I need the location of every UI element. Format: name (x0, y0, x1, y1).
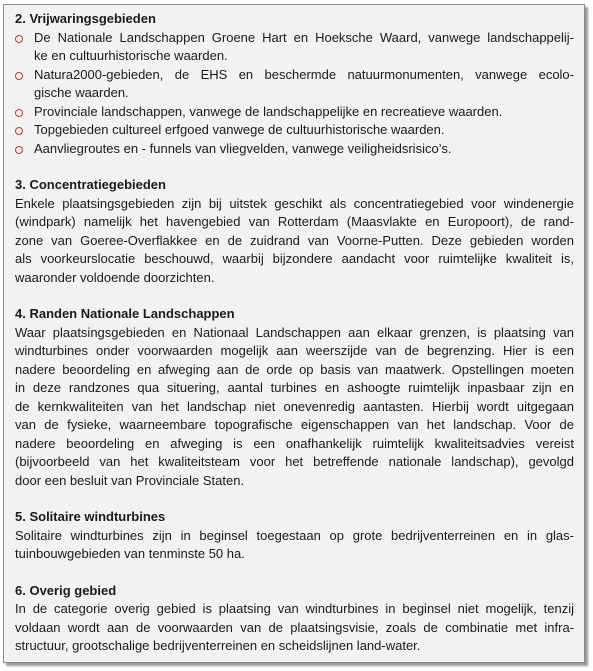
paragraph-line: In de categorie overig gebied is plaatsing van windturbines in beginsel niet mogelijk, tenzij (15, 601, 574, 616)
paragraph-line: voldaan wordt aan de voorwaarden van de plaatsingsvisie, zoals de combinatie met infra- (15, 619, 574, 635)
section-heading: 4. Randen Nationale Landschappen (15, 306, 235, 321)
list-item-text: De Nationale Landschappen Groene Hart en Hoeksche Waard, vanwege landschappelij- (34, 29, 574, 45)
paragraph-line: in deze randzones qua situering, aantal turbines en ashoogte ruimtelijk inpasbaar zijn en (15, 380, 574, 395)
paragraph-line: zone van Goeree-Overflakkee en de zuidrand van Voorne-Putten. Deze gebieden worden (15, 232, 574, 248)
section-paragraph (15, 527, 574, 564)
paragraph-line: als voorkeurslocatie beschouwd, waarbij bijzondere aandacht voor ruimtelijke kwaliteit is, (15, 251, 574, 266)
list-item (15, 66, 574, 103)
paragraph-line: nadere beoordeling en afweging aan de orde op basis van maatwerk. Opstellingen moeten (15, 361, 574, 377)
open-circle-bullet-icon (15, 127, 23, 135)
list-item-text: ke en cultuurhistorische waarden. (34, 48, 228, 63)
bullet-list (15, 29, 574, 159)
open-circle-bullet-icon (15, 72, 23, 80)
paragraph-line: Enkele plaatsingsgebieden zijn bij uitstek geschikt als concentratiegebied voor windenergie (15, 195, 574, 211)
text-box (3, 4, 585, 663)
section-4 (15, 305, 574, 490)
section-heading: 5. Solitaire windturbines (15, 509, 166, 524)
list-item (15, 140, 574, 159)
paragraph-line: (bijvoorbeeld van het kwaliteitsteam voor het betreffende nationale landschap), gevolgd (15, 454, 574, 469)
list-item (15, 121, 574, 140)
section-paragraph (15, 195, 574, 288)
paragraph-line: waaronder voldoende doorzichten. (15, 269, 215, 285)
list-item (15, 29, 574, 66)
paragraph-line: structuur, grootschalige bedrijventerreinen en scheidslijnen land-water. (15, 638, 421, 653)
paragraph-line: Waar plaatsingsgebieden en Nationaal Landschappen aan elkaar grenzen, is plaatsing van (15, 324, 574, 340)
section-heading: 6. Overig gebied (15, 582, 117, 598)
document-body (15, 10, 574, 656)
section-heading: 2. Vrijwaringsgebieden (15, 11, 156, 26)
list-item-text: Topgebieden cultureel erfgoed vanwege de cultuurhistorische waarden. (34, 122, 445, 137)
open-circle-bullet-icon (15, 35, 23, 43)
paragraph-line: (windpark) namelijk het havengebied van Rotterdam (Maasvlakte en Europoort), de rand- (15, 214, 574, 229)
list-item-text: Provinciale landschappen, vanwege de landschappelijke en recreatieve waarden. (34, 103, 503, 119)
paragraph-line: Solitaire windturbines zijn in beginsel toegestaan op grote bedrijventerreinen en in glas- (15, 527, 574, 543)
section-heading: 3. Concentratiegebieden (15, 177, 166, 192)
paragraph-line: windturbines onder voorwaarden mogelijk aan weerszijde van de begrenzing. Hier is een (15, 343, 574, 358)
section-5 (15, 508, 574, 564)
paragraph-line: nadere beoordeling en afweging is een onafhankelijk ruimtelijk kwaliteitsadvies vereist (15, 435, 574, 451)
open-circle-bullet-icon (15, 146, 23, 154)
list-item-text: Natura2000-gebieden, de EHS en beschermde natuurmonumenten, vanwege ecolo- (34, 66, 574, 82)
list-item-text: gische waarden. (34, 85, 129, 100)
list-item-text: Aanvliegroutes en - funnels van vliegvelden, vanwege veiligheidsrisico’s. (34, 140, 452, 156)
list-item (15, 103, 574, 122)
section-3 (15, 176, 574, 287)
paragraph-line: van de fysieke, waarneembare topografische eigenschappen van het landschap. Voor de (15, 417, 574, 432)
section-paragraph (15, 600, 574, 656)
paragraph-line: tuinbouwgebieden van tenminste 50 ha. (15, 546, 245, 561)
open-circle-bullet-icon (15, 109, 23, 117)
section-paragraph (15, 324, 574, 491)
paragraph-line: de kernkwaliteiten van het landschap niet onevenredig aantasten. Hierbij wordt uitgegaan (15, 398, 574, 414)
section-6 (15, 582, 574, 656)
paragraph-line: door een besluit van Provinciale Staten. (15, 472, 245, 488)
section-2 (15, 10, 574, 158)
